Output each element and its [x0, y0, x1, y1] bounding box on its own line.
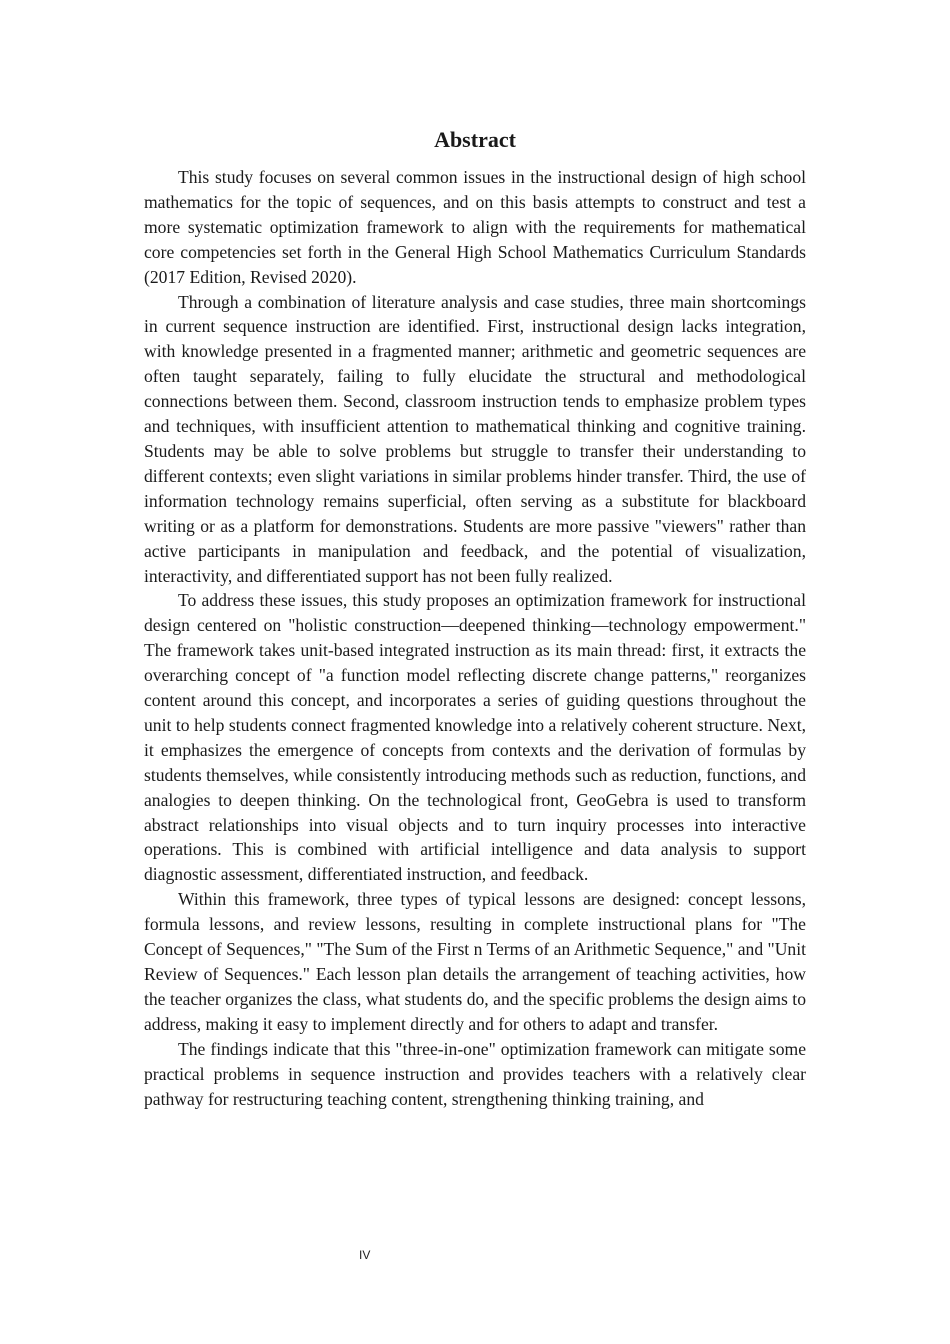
paragraph-lessons: Within this framework, three types of typical lessons are designed: concept lessons, formula lessons, and review lessons, resulting in complete instructional plans for "The Concept of Sequences," "The Sum of the First n Terms of an Arithmetic Sequence," and "Unit Review of Sequences." Each lesson plan details the arrangement of teaching activities, how the teacher organizes the class, what students do, and the specific problems the design aims to address, making it easy to implement directly and for others to adapt and transfer.	[144, 889, 806, 1034]
abstract-body	[144, 165, 806, 1111]
paragraph-findings: The findings indicate that this "three-in-one" optimization framework can mitigate some practical problems in sequence instruction and provides teachers with a relatively clear pathway for restructuring teaching content, strengthening thinking training, and	[144, 1038, 806, 1109]
paragraph-framework: To address these issues, this study proposes an optimization framework for instructional design centered on "holistic construction—deepened thinking—technology empowerment." The framework takes unit-based integrated instruction as its main thread: first, it extracts the overarching concept of "a function model reflecting discrete change patterns," reorganizes content around this concept, and incorporates a series of guiding questions throughout the unit to help students connect fragmented knowledge into a relatively coherent structure. Next, it emphasizes the emergence of concepts from contexts and the derivation of formulas by students themselves, while consistently introducing methods such as reduction, functions, and analogies to deepen thinking. On the technological front, GeoGebra is used to transform abstract relationships into visual objects and to turn inquiry processes into interactive operations. This is combined with artificial intelligence and data analysis to support diagnostic assessment, differentiated instruction, and feedback.	[144, 590, 806, 885]
abstract-heading: Abstract	[434, 127, 516, 152]
paragraph-intro: This study focuses on several common issues in the instructional design of high school mathematics for the topic of sequences, and on this basis attempts to construct and test a more systematic optimization framework to align with the requirements for mathematical core competencies set forth in the General High School Mathematics Curriculum Standards (2017 Edition, Revised 2020).	[144, 167, 806, 287]
paragraph-shortcomings: Through a combination of literature analysis and case studies, three main shortcomings in current sequence instruction are identified. First, instructional design lacks integration, with knowledge presented in a fragmented manner; arithmetic and geometric sequences are often taught separately, failing to fully elucidate the structural and methodological connections between them. Second, classroom instruction tends to emphasize problem types and techniques, with insufficient attention to mathematical thinking and cognitive training. Students may be able to solve problems but struggle to transfer their understanding to different contexts; even slight variations in similar problems hinder transfer. Third, the use of information technology remains superficial, often serving as a substitute for blackboard writing or as a platform for demonstrations. Students are more passive "viewers" rather than active participants in manipulation and feedback, and the potential of visualization, interactivity, and differentiated support has not been fully realized.	[144, 291, 806, 586]
page-number: IV	[359, 1248, 371, 1262]
